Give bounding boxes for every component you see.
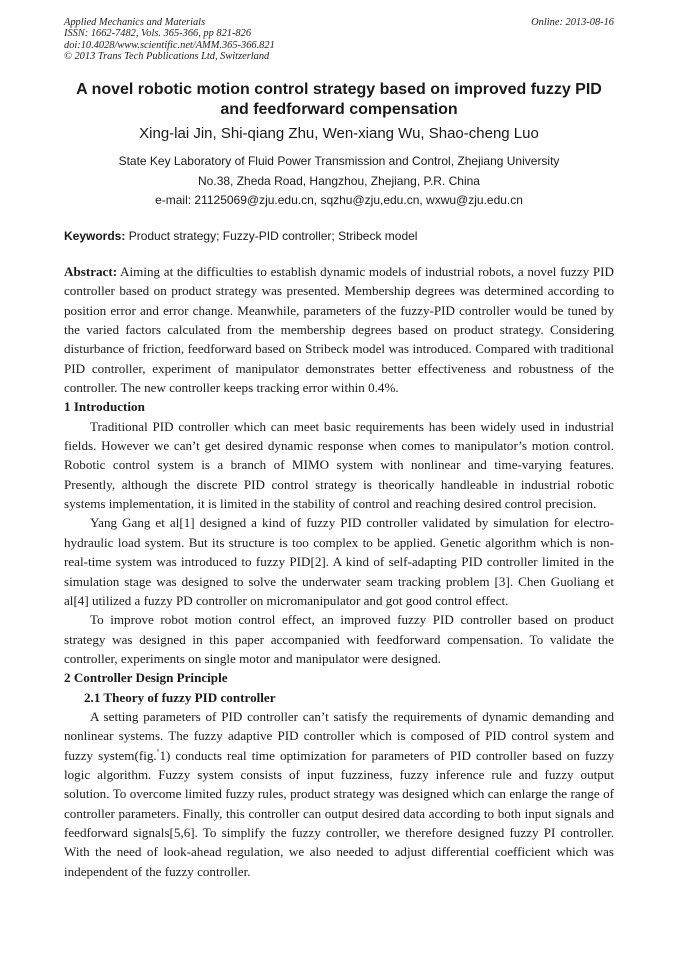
email-line: e-mail: 21125069@zju.edu.cn, sqzhu@zju,edu.cn, wxwu@zju.edu.cn xyxy=(155,193,523,207)
keywords xyxy=(64,228,614,244)
doi-line: doi:10.4028/www.scientific.net/AMM.365-366.821 xyxy=(64,39,275,51)
paragraph: Yang Gang et al[1] designed a kind of fuzzy PID controller validated by simulation for electro-hydraulic load system. But its structure is too complex to be applied. Genetic algorithm which is non-real-time system was introduced to fuzzy PID[2]. A kind of self-adapting PID controller limited in the simulation stage was designed to solve the underwater seam tracking problem [3]. Chen Guoliang et al[4] utilized a fuzzy PD controller on micromanipulator and got good control effect. xyxy=(64,515,614,608)
title-line-1: A novel robotic motion control strategy based on improved fuzzy PID xyxy=(76,81,602,98)
issn-line: ISSN: 1662-7482, Vols. 365-366, pp 821-826 xyxy=(64,28,252,40)
journal-name: Applied Mechanics and Materials xyxy=(64,17,206,28)
paragraph: Traditional PID controller which can meet basic requirements has been widely used in industrial fields. However we can’t get desired dynamic response when comes to manipulator’s motion control. Robotic control system is a branch of MIMO system with nonlinear and time-varying features. Presently, although the discrete PID control strategy is theorically handleable in industrial robotic systems implementation, it is limited in the stability of control and reaching desired control precision. xyxy=(64,418,614,512)
journal-header xyxy=(64,17,275,63)
keywords-label: Keywords: xyxy=(64,229,126,243)
body-text xyxy=(64,262,614,881)
affiliation xyxy=(64,152,614,211)
affiliation-line-2: No.38, Zheda Road, Hangzhou, Zhejiang, P.R. China xyxy=(198,173,480,188)
section-heading-design: 2 Controller Design Principle xyxy=(64,670,228,686)
paragraph xyxy=(64,707,614,881)
abstract xyxy=(64,262,614,397)
affiliation-line-1: State Key Laboratory of Fluid Power Transmission and Control, Zhejiang University xyxy=(118,154,560,168)
paragraph-text: A setting parameters of PID controller can’t satisfy the requirements of dynamic demanding and nonlinear systems. The fuzzy adaptive PID controller which is composed of PID control system and fuzzy system(fig. xyxy=(64,708,614,763)
online-date: Online: 2013-08-16 xyxy=(531,17,614,28)
subsection-heading-theory: 2.1 Theory of fuzzy PID controller xyxy=(84,689,276,705)
copyright-line: © 2013 Trans Tech Publications Ltd, Switzerland xyxy=(64,51,270,63)
section-heading-introduction: 1 Introduction xyxy=(64,399,145,415)
abstract-label: Abstract: xyxy=(64,264,118,279)
superscript-mark: ° xyxy=(156,747,160,756)
abstract-text: Aiming at the difficulties to establish dynamic models of industrial robots, a novel fuzzy PID controller based on product strategy was presented. Membership degrees was determined according to position error and error change. Meanwhile, parameters of the fuzzy-PID controller would be tuned by the varied factors calculated from the membership degrees based on product strategy. Considering disturbance of friction, feedforward based on Stribeck model was introduced. Compared with traditional PID controller, experiment of manipulator demonstrates better effectiveness and robustness of the controller. The new controller keeps tracking error within 0.4%. xyxy=(64,264,614,396)
paper-title xyxy=(64,80,614,120)
title-line-2: and feedforward compensation xyxy=(220,101,458,118)
keywords-text: Product strategy; Fuzzy-PID controller; Stribeck model xyxy=(125,229,418,243)
paragraph-text: 1) conducts real time optimization for parameters of PID controller based on fuzzy logic algorithm. Fuzzy system consists of input fuzziness, fuzzy inference rule and fuzzy output solution. To overcome limited fuzzy rules, product strategy was designed which can enlarge the range of controller parameters. Finally, this controller can output desired data according to both input signals and feedforward signals[5,6]. To simplify the fuzzy controller, we therefore designed fuzzy PI controller. With the need of look-ahead regulation, we also needed to adjust differential coefficient which was independent of the fuzzy controller. xyxy=(64,747,614,879)
author-list: Xing-lai Jin, Shi-qiang Zhu, Wen-xiang Wu, Shao-cheng Luo xyxy=(139,125,539,142)
paragraph: To improve robot motion control effect, an improved fuzzy PID controller based on product strategy was designed in this paper accompanied with feedforward compensation. To validate the controller, experiments on single motor and manipulator were designed. xyxy=(64,612,614,666)
